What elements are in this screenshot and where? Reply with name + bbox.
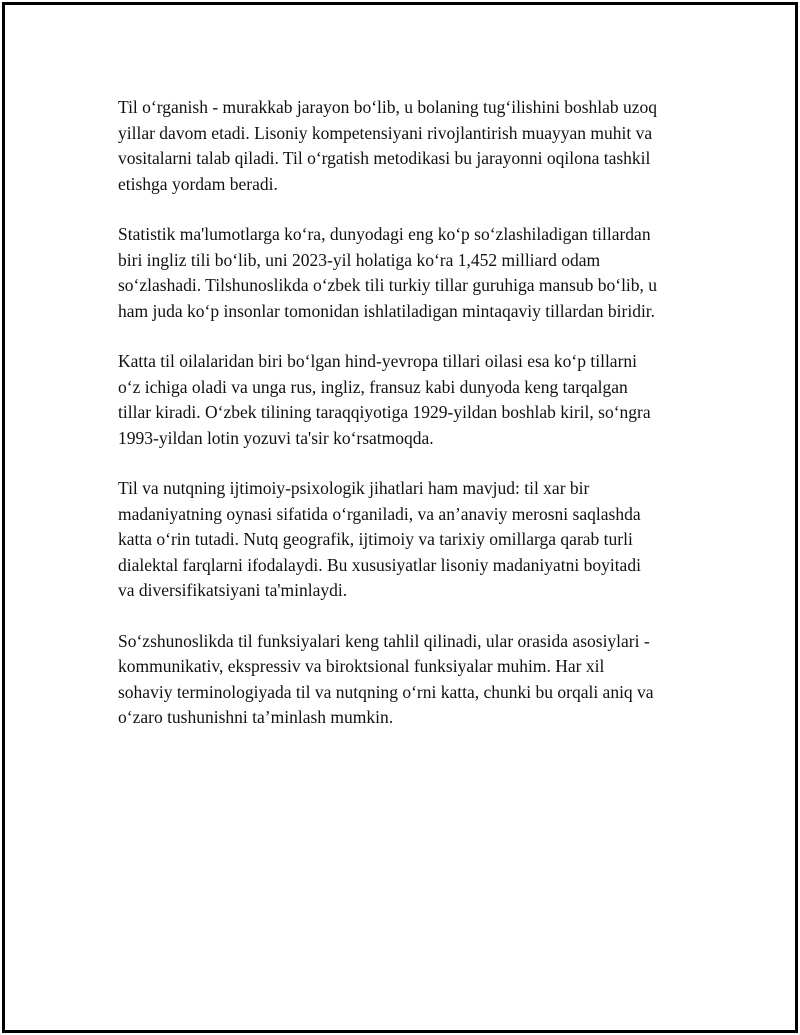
text-line: sohaviy terminologiyada til va nutqning o‘rni katta, chunki bu orqali aniq va — [118, 681, 654, 702]
text-line: tillar kiradi. O‘zbek tilining taraqqiyotiga 1929-yildan boshlab kiril, so‘ngra — [118, 402, 651, 422]
text-line: So‘zshunoslikda til funksiyalari keng tahlil qilinadi, ular orasida asosiylari - — [118, 630, 650, 651]
text-line: va diversifikatsiyani ta'minlaydi. — [118, 580, 348, 600]
text-line: Til va nutqning ijtimoiy-psixologik jihatlari ham mavjud: til xar bir — [118, 478, 590, 498]
text-line: Til o‘rganish - murakkab jarayon bo‘lib, u bolaning tug‘ilishini boshlab uzoq — [118, 97, 658, 117]
text-line: madaniyatning oynasi sifatida o‘rganiladi, va an’anaviy merosni saqlashda — [118, 503, 641, 524]
text-line: etishga yordam beradi. — [118, 173, 278, 194]
text-line: 1993-yildan lotin yozuvi ta'sir ko‘rsatmoqda. — [118, 427, 434, 448]
text-line: biri ingliz tili bo‘lib, uni 2023-yil holatiga ko‘ra 1,452 milliard odam — [118, 249, 601, 270]
text-line: katta o‘rin tutadi. Nutq geografik, ijtimoiy va tarixiy omillarga qarab turli — [118, 529, 633, 549]
text-line: ham juda ko‘p insonlar tomonidan ishlatiladigan mintaqaviy tillardan biridir. — [118, 300, 656, 321]
text-line: kommunikativ, ekspressiv va biroktsional funksiyalar muhim. Har xil — [118, 656, 605, 676]
text-line: Statistik ma'lumotlarga ko‘ra, dunyodagi eng ko‘p so‘zlashiladigan tillardan — [118, 224, 651, 244]
text-line: so‘zlashadi. Tilshunoslikda o‘zbek tili turkiy tillar guruhiga mansub bo‘lib, u — [118, 275, 658, 295]
text-line: o‘zaro tushunishni ta’minlash mumkin. — [118, 707, 394, 727]
paragraph — [118, 95, 698, 197]
text-line: vositalarni talab qiladi. Til o‘rgatish metodikasi bu jarayonni oqilona tashkil — [118, 148, 651, 168]
paragraph — [118, 476, 698, 604]
paragraph — [118, 222, 698, 324]
paragraph — [118, 629, 698, 731]
text-line: Katta til oilalaridan biri bo‘lgan hind-yevropa tillari oilasi esa ko‘p tillarni — [118, 351, 638, 371]
text-line: o‘z ichiga oladi va unga rus, ingliz, fransuz kabi dunyoda keng tarqalgan — [118, 376, 628, 397]
document-body — [118, 95, 698, 756]
text-line: yillar davom etadi. Lisoniy kompetensiyani rivojlantirish muayyan muhit va — [118, 122, 653, 143]
document-page — [2, 2, 798, 1033]
paragraph — [118, 349, 698, 451]
text-line: dialektal farqlarni ifodalaydi. Bu xususiyatlar lisoniy madaniyatni boyitadi — [118, 554, 641, 575]
